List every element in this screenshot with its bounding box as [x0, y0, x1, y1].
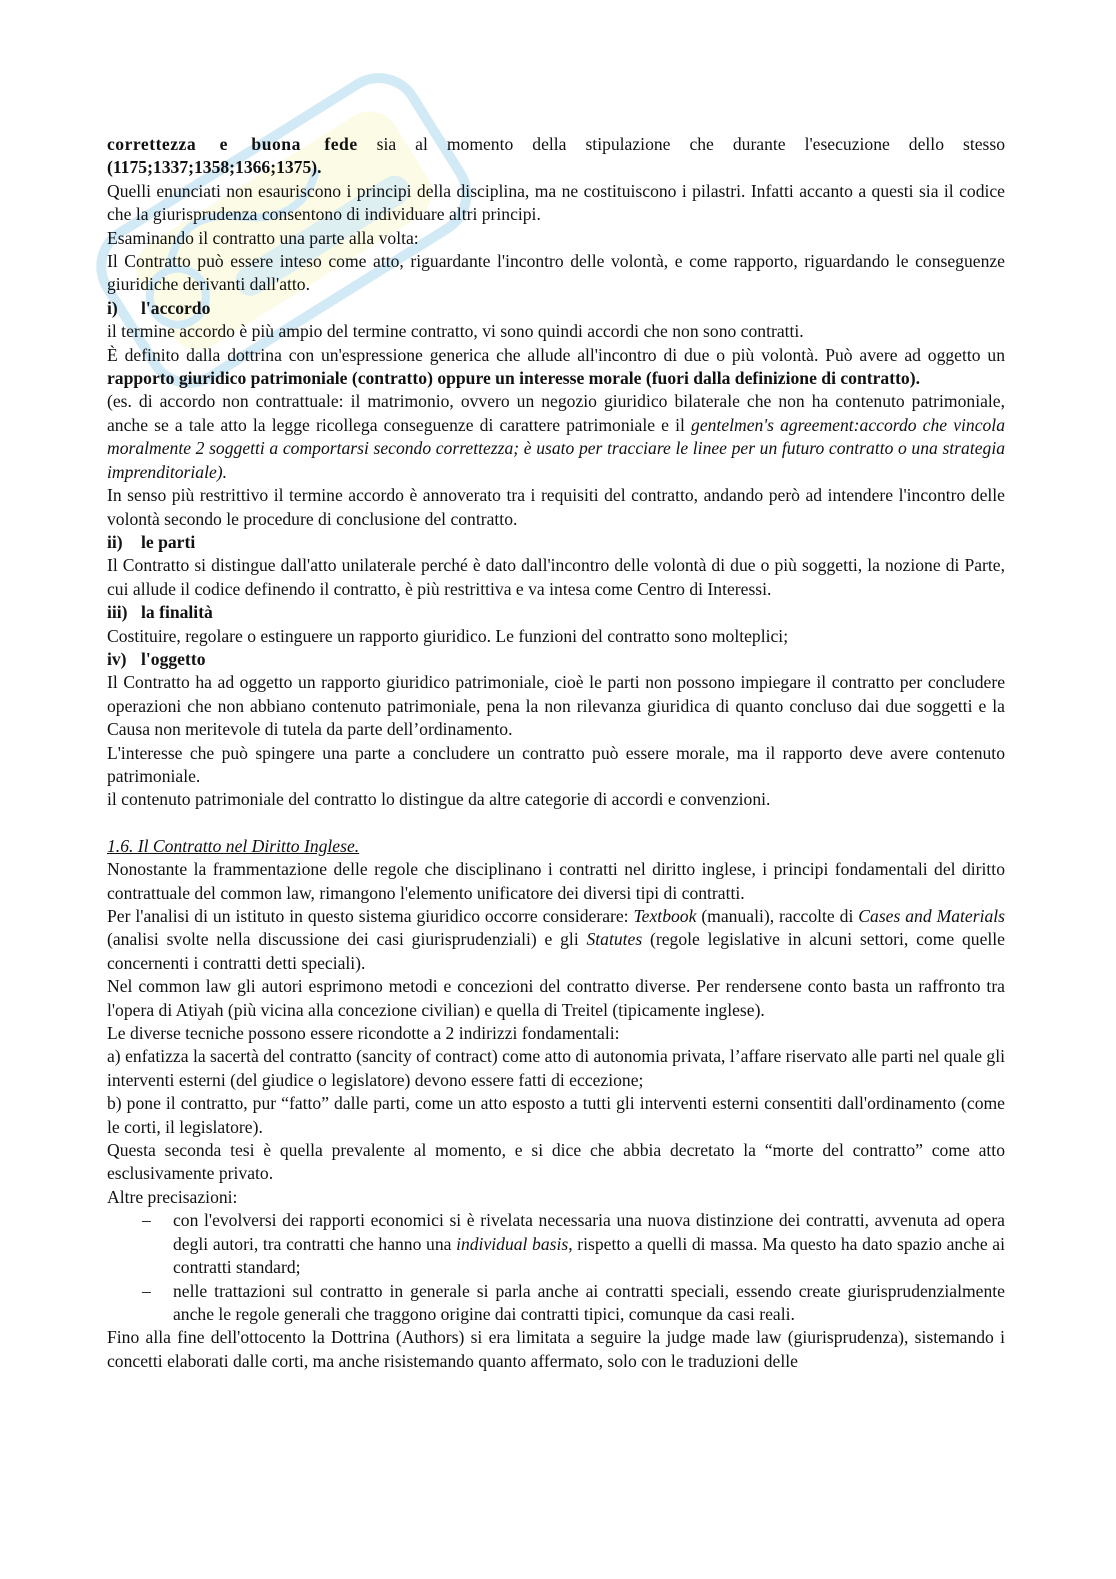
paragraph-inglese-3: Nel common law gli autori esprimono metodi e concezioni del contratto diverse. Per rendersene conto basta un raffronto tra l'opera di Atiyah (più vicina alla concezione civilian) e quella di Treitel (tipicamente inglese). [107, 976, 1005, 1020]
paragraph-parti: Il Contratto si distingue dall'atto unilaterale perché è dato dall'incontro delle volontà di due o più soggetti, la nozione di Parte, cui allude il codice definendo il contratto, è più restrittiva e va intesa come Centro di Interessi. [107, 555, 1005, 599]
dash-bullet: – [142, 1210, 151, 1231]
paragraph-oggetto-1: Il Contratto ha ad oggetto un rapporto giuridico patrimoniale, cioè le parti non possono impiegare il contratto per concludere operazioni che non abbiano contenuto patrimoniale, pena la non rilevanza giuridica di quanto concluso dai due soggetti e la Causa non meritevole di tutela da parte dell’ordinamento. [107, 672, 1005, 740]
paragraph-oggetto-3: il contenuto patrimoniale del contratto lo distingue da altre categorie di accordi e convenzioni. [107, 789, 771, 810]
paragraph-accordo-4: In senso più restrittivo il termine accordo è annoverato tra i requisiti del contratto, andando però ad intendere l'incontro delle volontà secondo le procedure di conclusione del contratto. [107, 485, 1005, 529]
dash-bullet: – [142, 1280, 151, 1301]
list-item: – nelle trattazioni sul contratto in generale si parla anche ai contratti speciali, essendo create giurisprudenzialmente anche le regole generali che traggono origine dai contratti tipici, comunque da casi reali. [142, 1280, 1005, 1324]
paragraph-inglese-2: Per l'analisi di un istituto in questo sistema giuridico occorre considerare: Textbook (manuali), raccolte di Cases and Materials (analisi svolte nella discussione dei casi giurisprudenziali) e gli Statutes (regole legislative in alcuni settori, come quelle concernenti i contratti detti speciali). [107, 906, 1005, 973]
paragraph-principi: correttezza e buona fede sia al momento della stipulazione che durante l'esecuzione dello stesso (1175;1337;1358;1366;1375). [107, 134, 1006, 178]
paragraph-oggetto-2: L'interesse che può spingere una parte a concludere un contratto può essere morale, ma il rapporto deve avere contenuto patrimoniale. [107, 742, 1005, 786]
heading-accordo: i) l'accordo [107, 297, 211, 318]
paragraph-accordo-2: È definito dalla dottrina con un'espressione generica che allude all'incontro di due o più volontà. Può avere ad oggetto un rapporto giuridico patrimoniale (contratto) oppure un interesse morale (fuori dalla definizione di contratto). [107, 344, 1005, 389]
paragraph-accordo-1: il termine accordo è più ampio del termine contratto, vi sono quindi accordi che non sono contratti. [107, 321, 804, 342]
paragraph-inglese-7: Questa seconda tesi è quella prevalente al momento, e si dice che abbia decretato la “morte del contratto” come atto esclusivamente privato. [107, 1140, 1005, 1184]
list-item: – con l'evolversi dei rapporti economici si è rivelata necessaria una nuova distinzione dei contratti, avvenuta ad opera degli autori, tra contratti che hanno una individual basis, rispetto a quelli di massa. Ma questo ha dato spazio anche ai contratti standard; [142, 1210, 1005, 1278]
paragraph-accordo-3: (es. di accordo non contrattuale: il matrimonio, ovvero un negozio giuridico bilaterale che non ha contenuto patrimoniale, anche se a tale atto la legge ricollega conseguenze di carattere patrimoniale e il gentelmen's agreement:accordo che vincola moralmente 2 soggetti a comportarsi secondo correttezza; è usato per tracciare le linee per un futuro contratto o una strategia imprenditoriale). [107, 391, 1005, 482]
paragraph-pilastri: Quelli enunciati non esauriscono i principi della disciplina, ma ne costituiscono i pilastri. Infatti accanto a questi sia il codice che la giurisprudenza consentono di individuare altri principi. [107, 180, 1005, 225]
section-title: 1.6. Il Contratto nel Diritto Inglese. [107, 835, 360, 856]
paragraph-atto-rapporto: Il Contratto può essere inteso come atto, riguardante l'incontro delle volontà, e come rapporto, riguardando le conseguenze giuridiche derivanti dall'atto. [107, 251, 1005, 295]
heading-parti: ii) le parti [107, 531, 196, 552]
paragraph-inglese-8: Altre precisazioni: [107, 1186, 238, 1207]
bold-text: correttezza e buona fede [107, 134, 358, 154]
heading-finalita: iii) la finalità [107, 602, 213, 623]
document-page [107, 133, 1005, 1373]
bold-citation: (1175;1337;1358;1366;1375). [107, 157, 322, 178]
bullet-list [107, 1209, 1005, 1326]
paragraph-inglese-1: Nonostante la frammentazione delle regole che disciplinano i contratti nel diritto inglese, i principi fondamentali del diritto contrattuale del common law, rimangono l'elemento unificatore dei diversi tipi di contratti. [107, 859, 1005, 903]
paragraph-inglese-9: Fino alla fine dell'ottocento la Dottrina (Authors) si era limitata a seguire la judge made law (giurisprudenza), sistemando i concetti elaborati dalle corti, ma anche risistemando quanto affermato, solo con le traduzioni delle [107, 1327, 1005, 1371]
paragraph-inglese-5: a) enfatizza la sacertà del contratto (sancity of contract) come atto di autonomia privata, l’affare riservato alle parti nel quale gli interventi esterni (del giudice o legislatore) devono essere fatti di eccezione; [107, 1046, 1005, 1090]
paragraph-inglese-6: b) pone il contratto, pur “fatto” dalle parti, come un atto esposto a tutti gli interventi esterni consentiti dall'ordinamento (come le corti, il legislatore). [107, 1093, 1005, 1137]
heading-oggetto: iv) l'oggetto [107, 648, 206, 669]
paragraph-esaminando: Esaminando il contratto una parte alla volta: [107, 227, 419, 248]
paragraph-inglese-4: Le diverse tecniche possono essere ricondotte a 2 indirizzi fondamentali: [107, 1023, 620, 1044]
paragraph-finalita: Costituire, regolare o estinguere un rapporto giuridico. Le funzioni del contratto sono molteplici; [107, 625, 789, 646]
